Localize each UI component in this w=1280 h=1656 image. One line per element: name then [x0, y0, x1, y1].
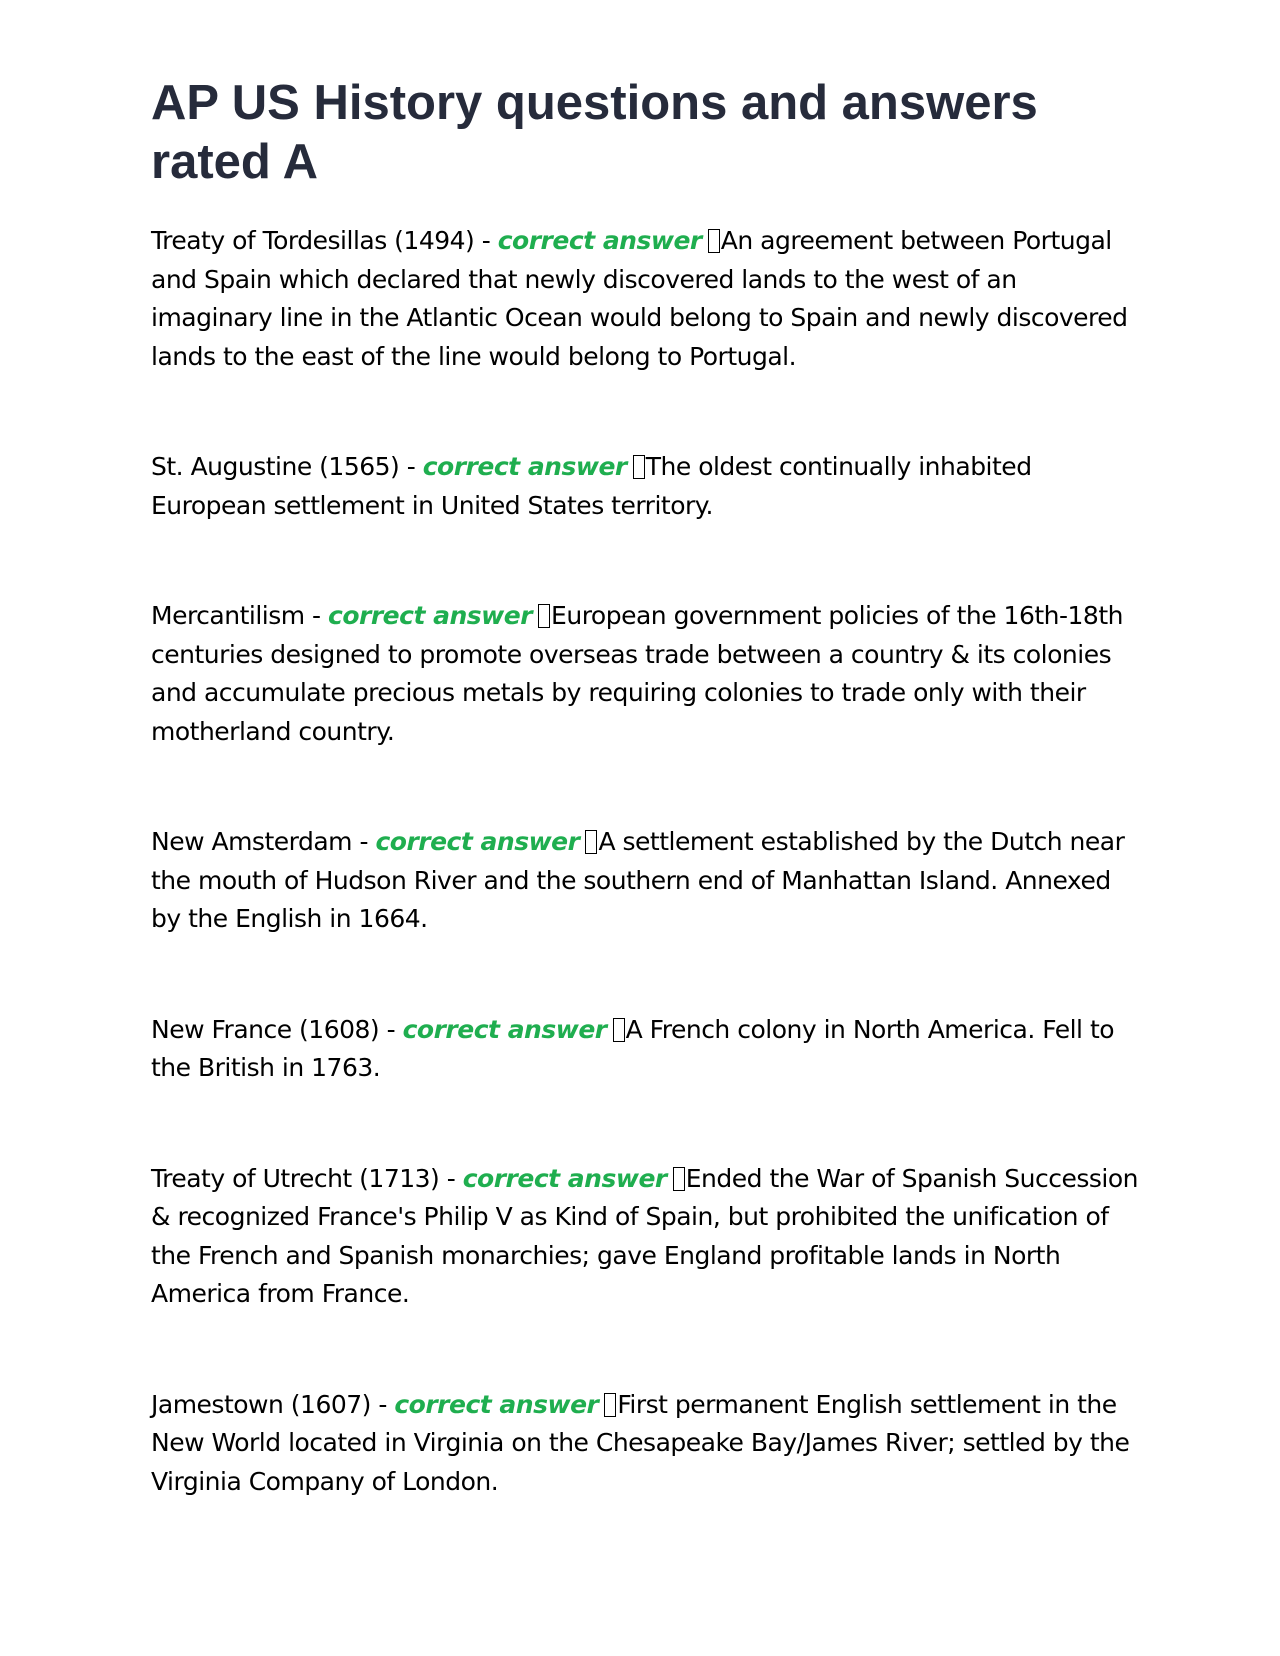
- entry-term: St. Augustine (1565): [151, 452, 400, 481]
- correct-answer-label: correct answer: [328, 601, 533, 630]
- qa-list: [151, 222, 1141, 1501]
- entry-definition: A settlement established by the Dutch near the mouth of Hudson River and the southern end of Manhattan Island. Annexed by the English in 1664.: [151, 827, 1125, 933]
- entry-definition: The oldest continually inhabited European settlement in United States territory.: [151, 452, 1032, 520]
- entry-term: Treaty of Utrecht (1713): [151, 1163, 440, 1193]
- correct-answer-label: correct answer: [422, 452, 627, 481]
- entry-separator: -: [399, 452, 423, 481]
- qa-entry: [151, 1386, 1141, 1502]
- missing-glyph-icon: [604, 1393, 616, 1417]
- entry-separator: -: [370, 1389, 395, 1419]
- correct-answer-label: correct answer: [375, 827, 580, 856]
- entry-definition: First permanent English settlement in the New World located in Virginia on the Chesapeake Bay/James River; settled by the Virginia Company of London.: [151, 1389, 1130, 1496]
- entry-separator: -: [379, 1014, 403, 1044]
- qa-entry: [151, 222, 1141, 376]
- correct-answer-label: correct answer: [462, 1163, 667, 1193]
- missing-glyph-icon: [673, 1167, 685, 1191]
- entry-term: Treaty of Tordesillas (1494): [151, 226, 475, 255]
- entry-definition: European government policies of the 16th-18th centuries designed to promote overseas trade between a country & its colonies and accumulate precious metals by requiring colonies to trade only with their motherland country.: [151, 601, 1123, 746]
- entry-definition: A French colony in North America. Fell to the British in 1763.: [151, 1014, 1115, 1082]
- missing-glyph-icon: [538, 604, 550, 628]
- entry-separator: -: [439, 1163, 463, 1193]
- qa-entry: [151, 823, 1141, 939]
- entry-separator: -: [352, 827, 376, 856]
- missing-glyph-icon: [708, 229, 720, 253]
- entry-definition: Ended the War of Spanish Succession & recognized France's Philip V as Kind of Spain, but prohibited the unification of the French and Spanish monarchies; gave England profitable lands in North America from France.: [151, 1163, 1139, 1308]
- correct-answer-label: correct answer: [497, 226, 702, 255]
- entry-term: Mercantilism: [151, 601, 305, 630]
- missing-glyph-icon: [585, 830, 597, 854]
- correct-answer-label: correct answer: [394, 1389, 599, 1419]
- qa-entry: [151, 448, 1141, 525]
- qa-entry: [151, 1011, 1141, 1088]
- qa-entry: [151, 1160, 1141, 1314]
- entry-term: New Amsterdam: [151, 827, 353, 856]
- entry-term: Jamestown (1607): [151, 1389, 371, 1419]
- missing-glyph-icon: [613, 1018, 625, 1042]
- entry-definition: An agreement between Portugal and Spain which declared that newly discovered lands to the west of an imaginary line in the Atlantic Ocean would belong to Spain and newly discovered lands to the east of the line would belong to Portugal.: [151, 226, 1128, 371]
- document-title: AP US History questions and answers rated A: [151, 76, 1038, 189]
- missing-glyph-icon: [633, 455, 645, 479]
- entry-separator: -: [474, 226, 498, 255]
- entry-separator: -: [304, 601, 329, 630]
- qa-entry: [151, 597, 1141, 751]
- document-page: [151, 74, 1141, 1573]
- correct-answer-label: correct answer: [402, 1014, 607, 1044]
- entry-term: New France (1608): [151, 1014, 380, 1044]
